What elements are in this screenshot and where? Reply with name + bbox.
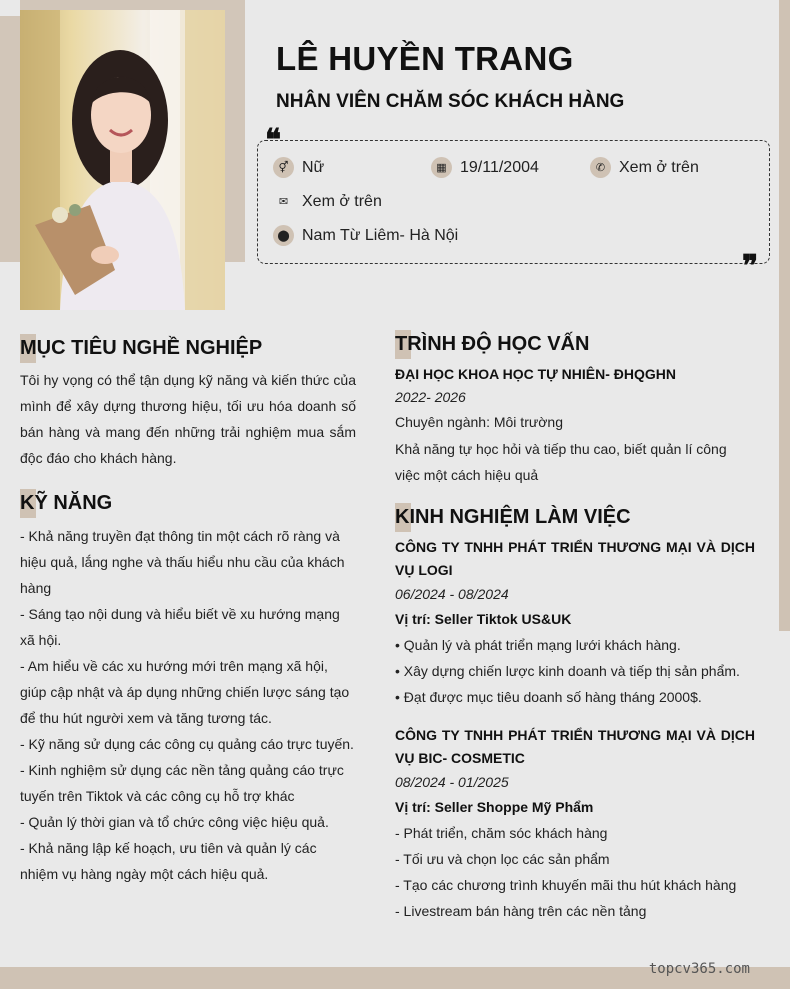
job-company: CÔNG TY TNHH PHÁT TRIỂN THƯƠNG MẠI VÀ DỊCH VỤ LOGI [395,539,755,578]
close-quote-icon: ❞ [742,249,759,284]
skills-title: KỸ NĂNG [20,492,112,515]
education-period: 2022- 2026 [395,389,466,405]
gender-icon: ⚥ [273,157,294,178]
job-task: • Đạt được mục tiêu doanh số hàng tháng 2000$. [395,689,702,705]
education-major: Chuyên ngành: Môi trường [395,414,563,430]
info-email [273,191,382,212]
skill-item: - Sáng tạo nội dung và hiểu biết về xu hướng mạng xã hội. [20,606,340,648]
skill-item: - Kỹ năng sử dụng các công cụ quảng cáo trực tuyến. [20,736,354,752]
job-task: - Tối ưu và chọn lọc các sản phẩm [395,851,610,867]
birthday-value: 19/11/2004 [460,158,539,176]
objective-text: Tôi hy vọng có thể tận dụng kỹ năng và kiến thức của mình để xây dựng thương hiệu, tối ưu hóa doanh số bán hàng và mang đến những trải nghiệm mua sắm độc đáo cho khách hàng. [20,372,356,466]
job-task: - Phát triển, chăm sóc khách hàng [395,825,608,841]
job-task: • Xây dựng chiến lược kinh doanh và tiếp thị sản phẩm. [395,663,740,679]
job-position: Vị trí: Seller Tiktok US&UK [395,611,572,627]
job-task: • Quản lý và phát triển mạng lưới khách hàng. [395,637,681,653]
skills-list [20,523,356,887]
skill-item: - Khả năng lập kế hoạch, ưu tiên và quản lý các nhiệm vụ hàng ngày một cách hiệu quả. [20,840,317,882]
info-address [273,225,458,246]
candidate-role: NHÂN VIÊN CHĂM SÓC KHÁCH HÀNG [276,91,625,112]
footer-brand[interactable]: topcv365.com [648,961,750,977]
education-school: ĐẠI HỌC KHOA HỌC TỰ NHIÊN- ĐHQGHN [395,366,676,382]
skill-item: - Khả năng truyền đạt thông tin một cách rõ ràng và hiệu quả, lắng nghe và thấu hiểu nhu cầu của khách hàng [20,528,345,596]
job-task: - Livestream bán hàng trên các nền tảng [395,903,647,919]
info-gender [273,157,324,178]
job-period: 06/2024 - 08/2024 [395,586,509,602]
job-company: CÔNG TY TNHH PHÁT TRIỂN THƯƠNG MẠI VÀ DỊCH VỤ BIC- COSMETIC [395,727,755,766]
skill-item: - Quản lý thời gian và tổ chức công việc hiệu quả. [20,814,329,830]
mail-icon: ✉ [278,196,289,208]
education-title: TRÌNH ĐỘ HỌC VẤN [395,333,589,356]
candidate-name: LÊ HUYỀN TRANG [276,40,574,77]
calendar-icon: ▦ [431,157,452,178]
education-note: Khả năng tự học hỏi và tiếp thu cao, biết quản lí công việc một cách hiệu quả [395,441,727,483]
objective-title: MỤC TIÊU NGHỀ NGHIỆP [20,337,262,360]
gender-value: Nữ [302,158,325,176]
info-phone [590,157,699,178]
skill-item: - Kinh nghiệm sử dụng các nền tảng quảng cáo trực tuyến trên Tiktok và các công cụ hỗ trợ khác [20,762,344,804]
photo-background-notch [0,0,20,16]
job-task: - Tạo các chương trình khuyến mãi thu hút khách hàng [395,877,737,893]
right-accent-bar [779,0,790,631]
skill-item: - Am hiểu về các xu hướng mới trên mạng xã hội, giúp cập nhật và áp dụng những chiến lược sáng tạo để thu hút người xem và tăng tương tác. [20,658,350,726]
phone-icon: ✆ [590,157,611,178]
email-value: Xem ở trên [302,192,382,210]
job-position: Vị trí: Seller Shoppe Mỹ Phẩm [395,799,594,815]
address-value: Nam Từ Liêm- Hà Nội [302,226,459,244]
phone-value: Xem ở trên [619,158,699,176]
job-period: 08/2024 - 01/2025 [395,774,509,790]
open-quote-icon: ❝ [265,123,282,158]
profile-photo [20,10,225,310]
info-birthday [431,157,539,178]
experience-title: KINH NGHIỆM LÀM VIỆC [395,506,631,529]
location-pin-icon: ⬤ [273,225,294,246]
